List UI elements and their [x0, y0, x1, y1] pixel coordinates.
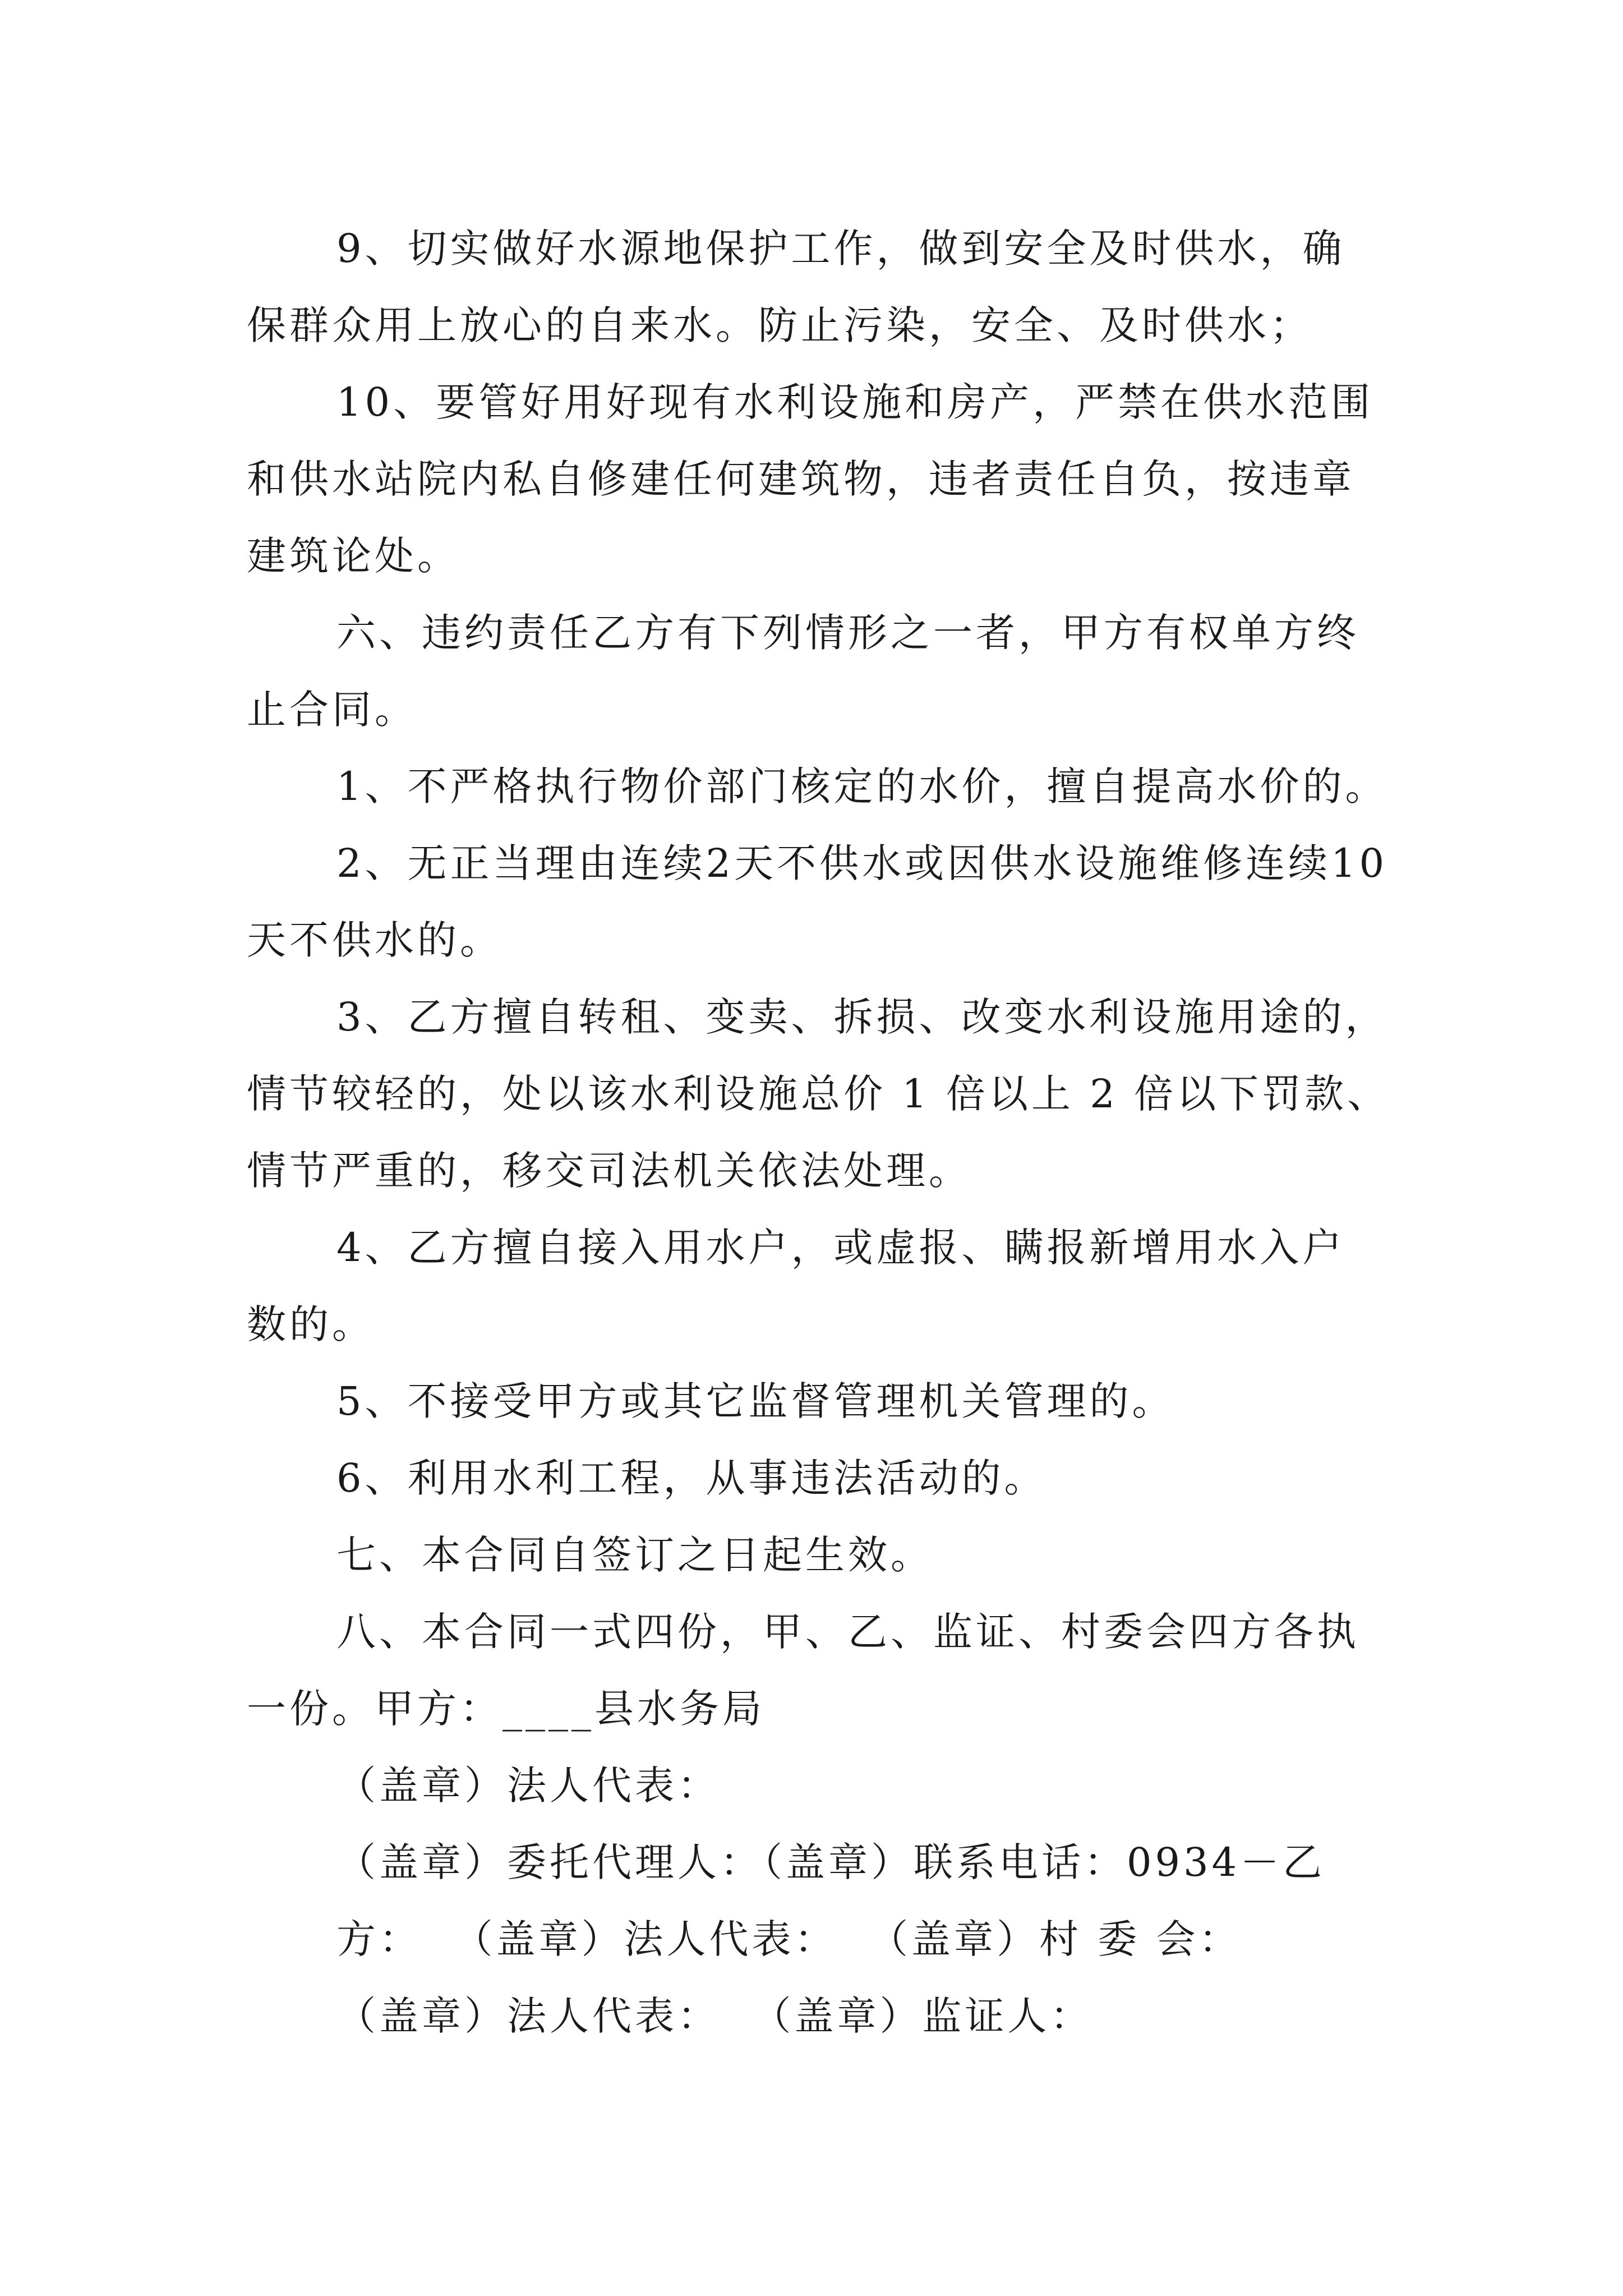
text-line: 4、乙方擅自接入用水户，或虚报、瞒报新增用水入户 [336, 1225, 1345, 1271]
text-line: （盖章）法人代表： [336, 1763, 720, 1809]
text-line: 止合同。 [247, 687, 417, 733]
text-line: 天不供水的。 [247, 917, 502, 963]
text-line: 6、利用水利工程，从事违法活动的。 [336, 1455, 1047, 1501]
contract-body [247, 210, 1390, 2055]
text-line: 和供水站院内私自修建任何建筑物，违者责任自负，按违章 [247, 456, 1355, 502]
text-line: 5、不接受甲方或其它监督管理机关管理的。 [336, 1378, 1175, 1424]
text-line: 八、本合同一式四份，甲、乙、监证、村委会四方各执 [336, 1609, 1359, 1655]
text-line: 情节较轻的，处以该水利设施总价 1 倍以上 2 倍以下罚款、 [247, 1071, 1390, 1117]
text-line: 2、无正当理由连续2天不供水或因供水设施维修连续10 [336, 840, 1388, 886]
text-line: 七、本合同自签订之日起生效。 [336, 1532, 933, 1578]
text-line: 建筑论处。 [247, 533, 460, 579]
text-line: 数的。 [247, 1301, 375, 1347]
text-line: 一份。甲方：____县水务局 [247, 1686, 765, 1732]
text-line: 10、要管好用好现有水利设施和房产，严禁在供水范围 [336, 379, 1374, 425]
text-line: 9、切实做好水源地保护工作，做到安全及时供水，确 [336, 226, 1345, 272]
text-line: 方： （盖章）法人代表： （盖章）村 委 会： [336, 1916, 1242, 1962]
text-line: （盖章）法人代表： （盖章）监证人： [336, 1993, 1093, 2039]
text-line: 情节严重的，移交司法机关依法处理。 [247, 1148, 971, 1194]
text-line: （盖章）委托代理人：（盖章）联系电话：0934－乙 [336, 1839, 1326, 1885]
text-line: 保群众用上放心的自来水。防止污染，安全、及时供水； [247, 302, 1312, 348]
text-line: 六、违约责任乙方有下列情形之一者，甲方有权单方终 [336, 610, 1359, 656]
text-line: 1、不严格执行物价部门核定的水价，擅自提高水价的。 [336, 763, 1388, 809]
text-line: 3、乙方擅自转租、变卖、拆损、改变水利设施用途的， [336, 994, 1388, 1040]
